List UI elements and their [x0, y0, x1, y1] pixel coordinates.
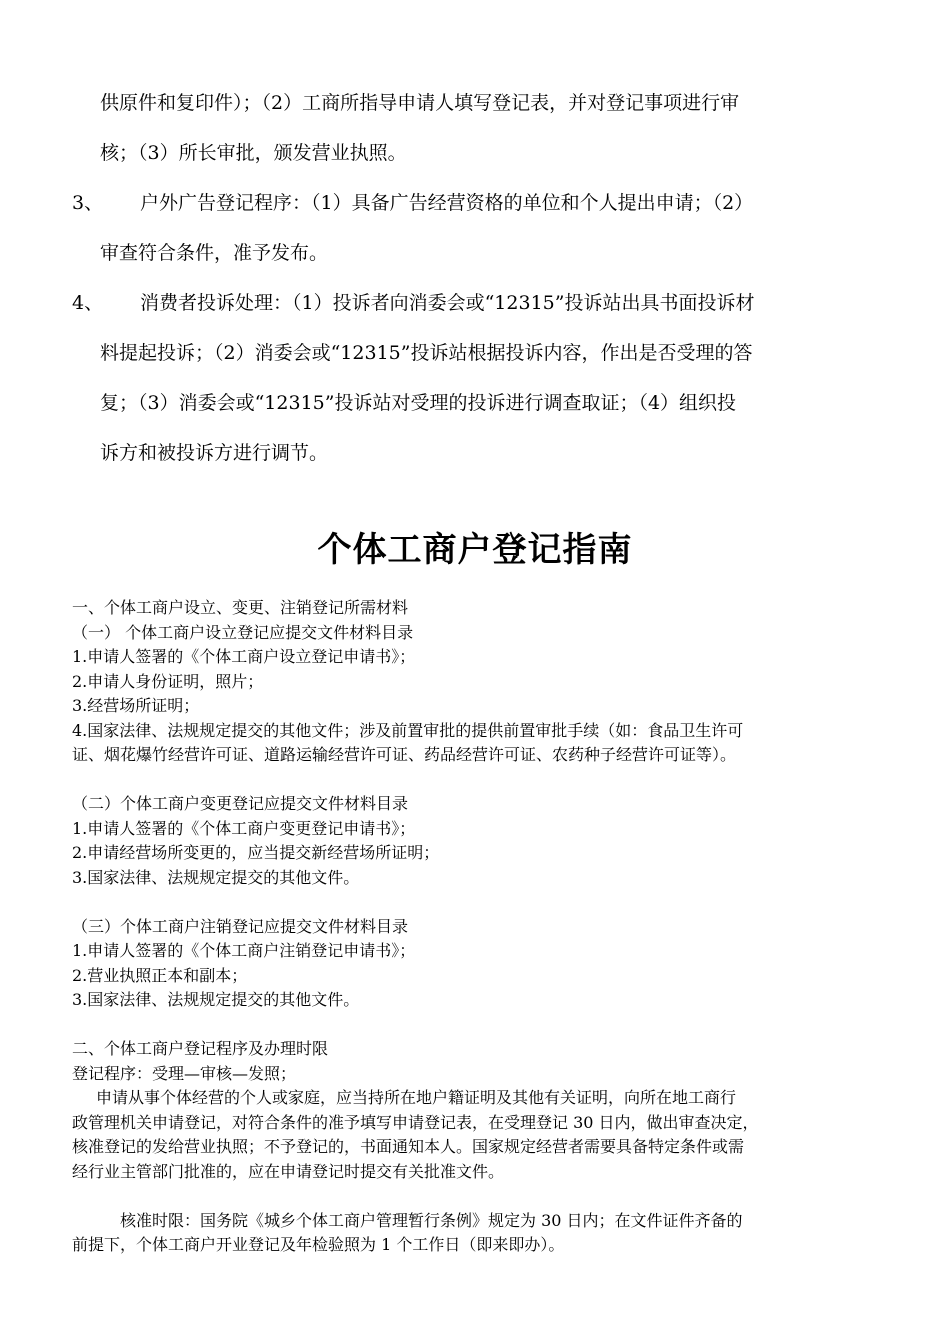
procedure-paragraph-line: 经行业主管部门批准的，应在申请登记时提交有关批准文件。 [72, 1161, 505, 1181]
list-number: 3、 [72, 192, 104, 214]
time-limit-line: 核准时限：国务院《城乡个体工商户管理暂行条例》规定为 30 日内；在文件证件齐备的 [120, 1210, 743, 1230]
procedure-paragraph-line: 核准登记的发给营业执照；不予登记的，书面通知本人。国家规定经营者需要具备特定条件或需 [72, 1137, 745, 1156]
list-number: 4、 [72, 292, 104, 314]
page-title: 个体工商户登记指南 [317, 530, 633, 570]
continued-line: 核；（3）所长审批，颁发营业执照。 [100, 142, 407, 164]
material-item: 3.国家法律、法规规定提交的其他文件。 [72, 990, 360, 1009]
material-item: 1.申请人签署的《个体工商户设立登记申请书》； [72, 647, 416, 666]
spacer [72, 1184, 882, 1209]
section-heading: 二、个体工商户登记程序及办理时限 [72, 1039, 329, 1058]
material-item: 3.国家法律、法规规定提交的其他文件。 [72, 867, 360, 887]
subsection-heading: （三）个体工商户注销登记应提交文件材料目录 [72, 916, 409, 936]
list-item-line: 复；（3）消委会或“12315”投诉站对受理的投诉进行调查取证；（4）组织投 [100, 392, 737, 414]
subsection-heading: （二）个体工商户变更登记应提交文件材料目录 [72, 794, 409, 813]
spacer [72, 768, 882, 793]
procedure-line: 登记程序：受理—审核—发照； [72, 1063, 297, 1083]
spacer [72, 890, 882, 915]
procedure-paragraph-line: 申请从事个体经营的个人或家庭，应当持所在地户籍证明及其他有关证明，向所在地工商行 [96, 1088, 737, 1107]
material-item: 2.营业执照正本和副本； [72, 965, 248, 985]
procedure-paragraph-line: 政管理机关申请登记，对符合条件的准予填写申请登记表，在受理登记 30 日内，做出审查决定， [72, 1112, 759, 1132]
material-item: 2.申请人身份证明，照片； [72, 671, 264, 691]
list-item-line: 消费者投诉处理：（1）投诉者向消委会或“12315”投诉站出具书面投诉材 [140, 292, 755, 314]
material-item: 1.申请人签署的《个体工商户变更登记申请书》； [72, 818, 416, 838]
material-item: 1.申请人签署的《个体工商户注销登记申请书》； [72, 941, 416, 960]
list-item-line: 户外广告登记程序：（1）具备广告经营资格的单位和个人提出申请；（2） [140, 192, 754, 214]
list-item-4 [72, 278, 882, 328]
material-item: 证、烟花爆竹经营许可证、道路运输经营许可证、药品经营许可证、农药种子经营许可证等）。 [72, 745, 737, 764]
time-limit-line: 前提下，个体工商户开业登记及年检验照为 1 个工作日（即来即办）。 [72, 1235, 565, 1254]
material-item: 3.经营场所证明； [72, 696, 200, 715]
list-item-3 [72, 178, 882, 228]
list-item-line: 审查符合条件，准予发布。 [100, 242, 329, 264]
continued-line: 供原件和复印件）；（2）工商所指导申请人填写登记表，并对登记事项进行审 [100, 92, 740, 114]
section-heading: 一、个体工商户设立、变更、注销登记所需材料 [72, 598, 409, 617]
subsection-heading: （一） 个体工商户设立登记应提交文件材料目录 [72, 622, 414, 642]
list-item-line: 料提起投诉；（2）消委会或“12315”投诉站根据投诉内容，作出是否受理的答 [100, 342, 753, 364]
spacer [72, 1013, 882, 1038]
registration-guide [72, 596, 882, 1258]
list-item-line: 诉方和被投诉方进行调节。 [100, 442, 329, 464]
procedure-list [72, 78, 882, 478]
material-item: 4.国家法律、法规规定提交的其他文件；涉及前置审批的提供前置审批手续（如：食品卫生许可 [72, 720, 744, 740]
material-item: 2.申请经营场所变更的，应当提交新经营场所证明； [72, 843, 440, 862]
